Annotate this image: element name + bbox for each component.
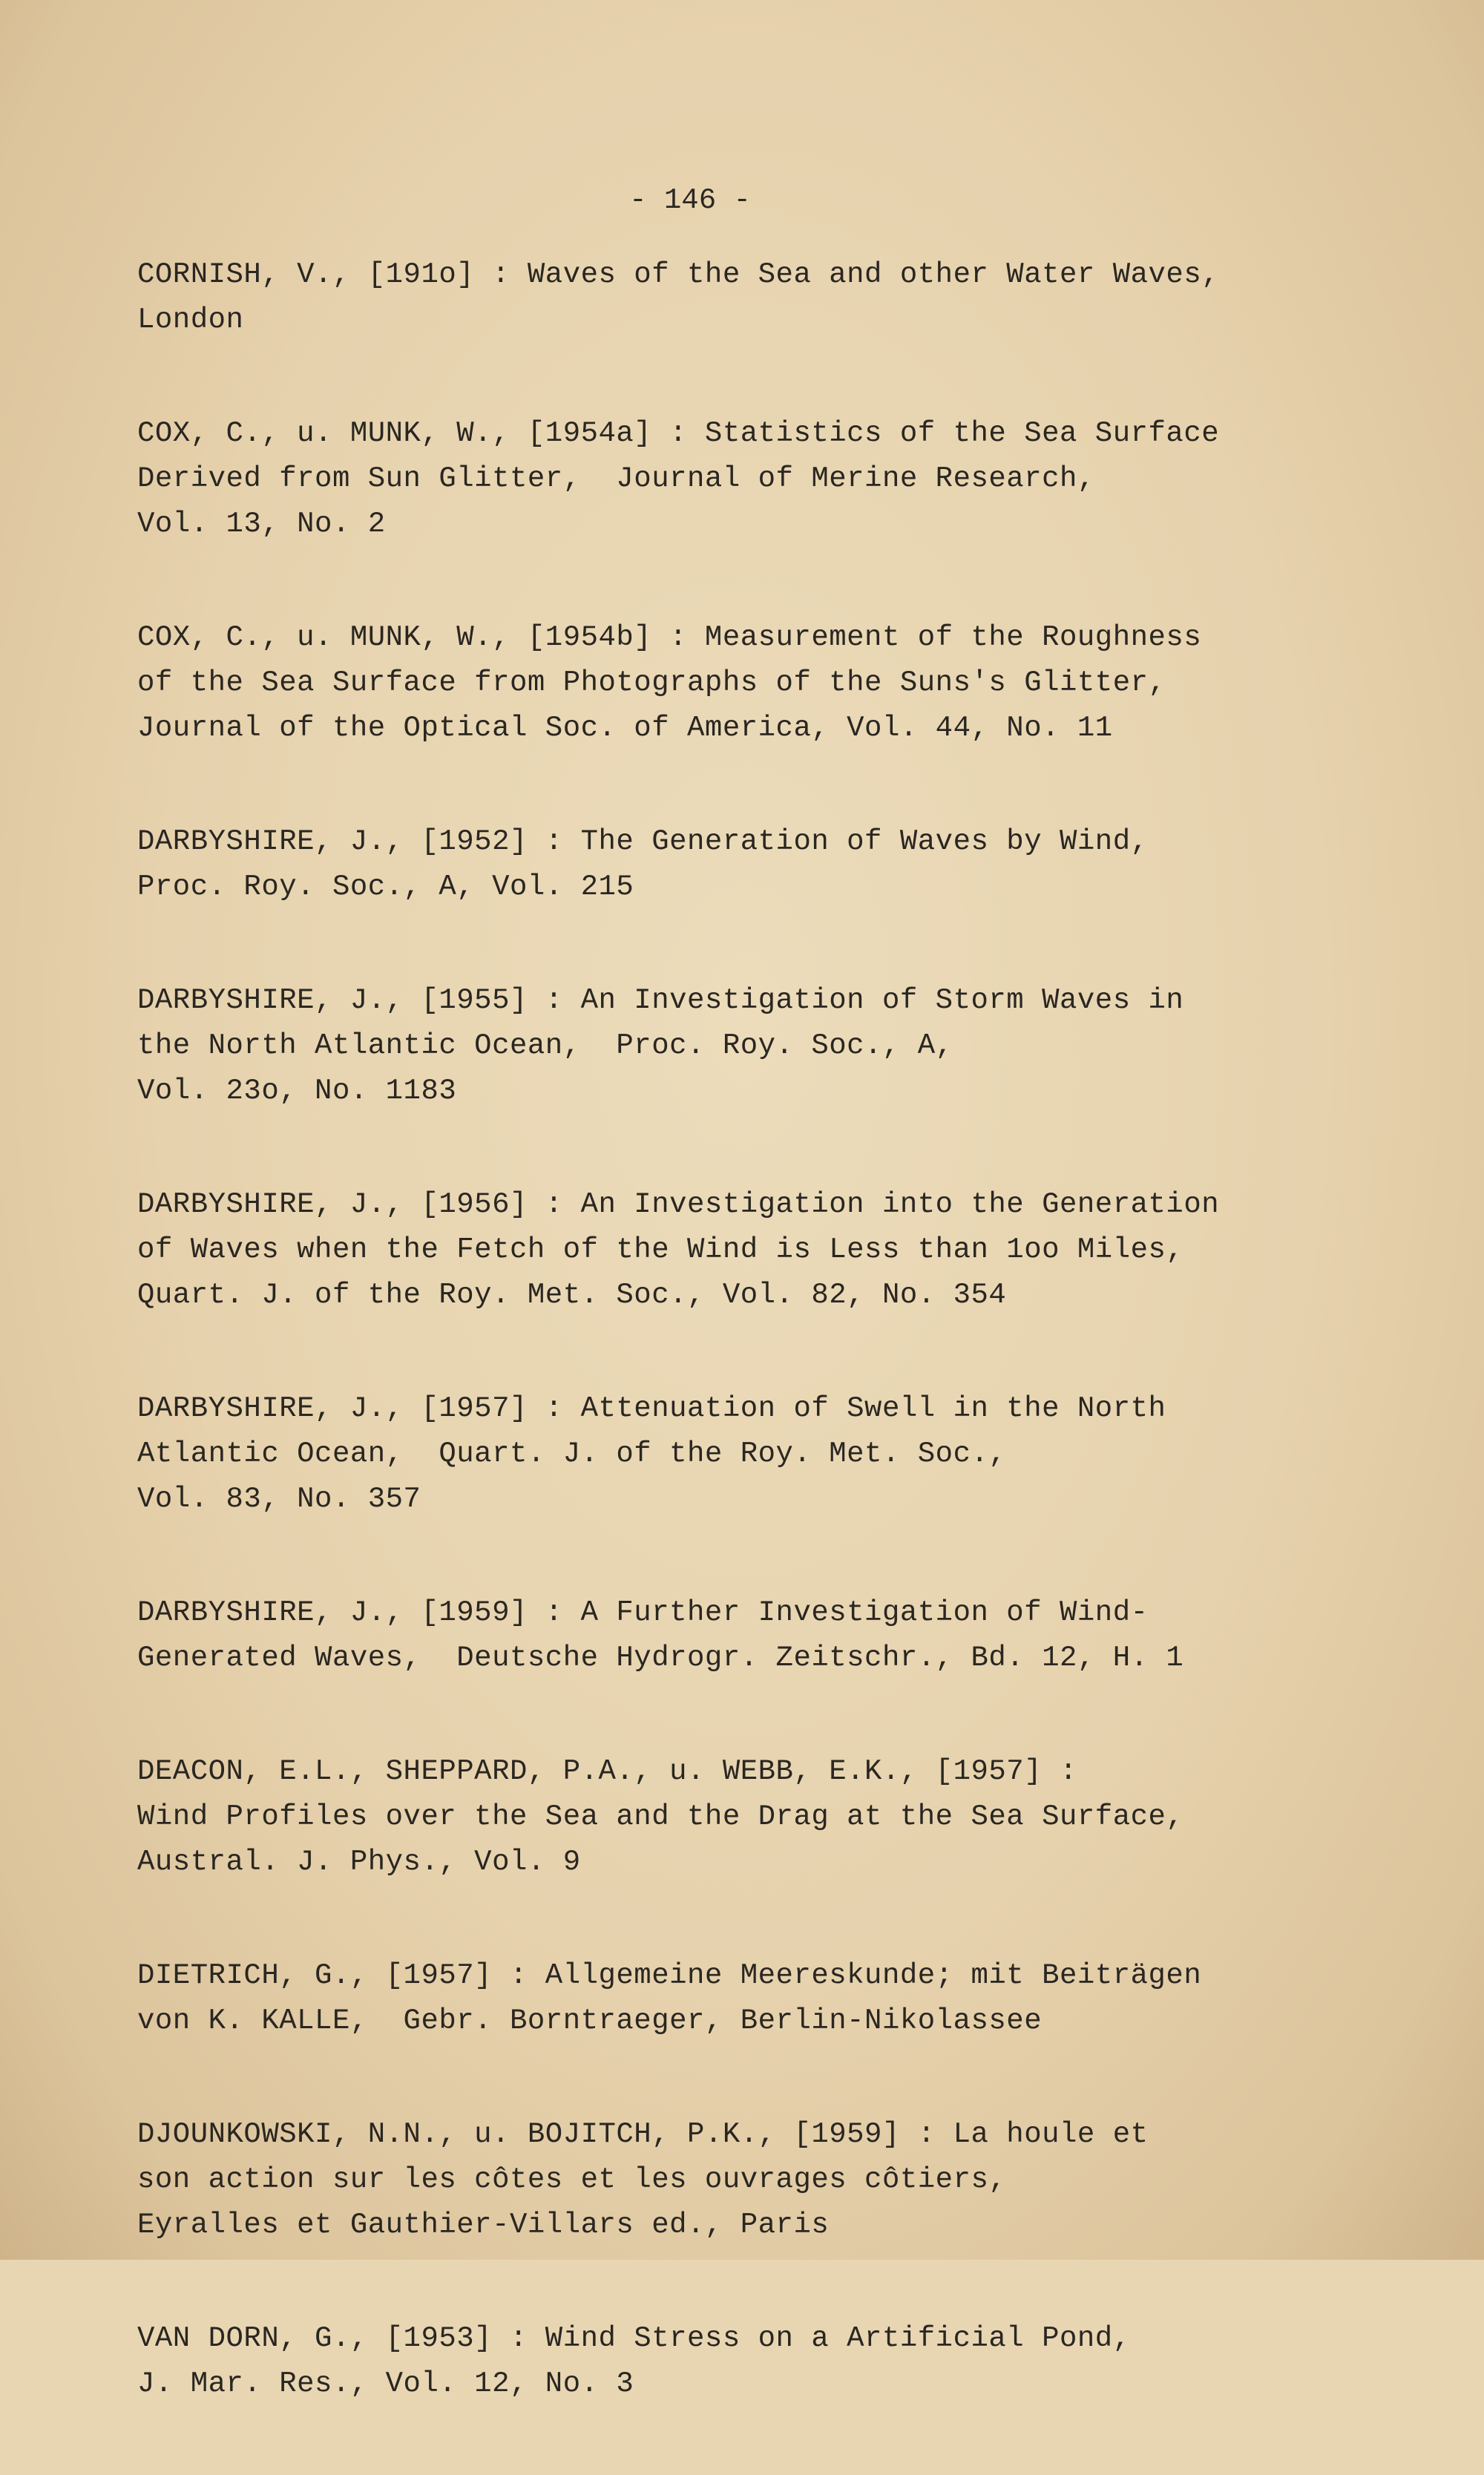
reference-list bbox=[137, 252, 1280, 2475]
reference-line: Vol. 23o, No. 1183 bbox=[137, 1075, 457, 1107]
reference-line: Quart. J. of the Roy. Met. Soc., Vol. 82, No. 354 bbox=[137, 1279, 1007, 1311]
reference-line: DEACON, E.L., SHEPPARD, P.A., u. WEBB, E.K., [1957] : bbox=[137, 1755, 1077, 1788]
reference-line: J. Mar. Res., Vol. 12, No. 3 bbox=[137, 2367, 634, 2400]
page-number: - 146 - bbox=[629, 184, 751, 217]
reference-line: von K. KALLE, Gebr. Borntraeger, Berlin-Nikolassee bbox=[137, 2004, 1043, 2037]
reference-line: of Waves when the Fetch of the Wind is Less than 1oo Miles, bbox=[137, 1233, 1184, 1266]
reference-line: Derived from Sun Glitter, Journal of Merine Research, bbox=[137, 462, 1095, 495]
reference-line: Eyralles et Gauthier-Villars ed., Paris bbox=[137, 2209, 830, 2241]
reference-line: of the Sea Surface from Photographs of the Suns's Glitter, bbox=[137, 666, 1166, 699]
reference-line: DJOUNKOWSKI, N.N., u. BOJITCH, P.K., [1959] : La houle et bbox=[137, 2118, 1149, 2151]
reference-entry bbox=[137, 1749, 1280, 1885]
reference-line: DARBYSHIRE, J., [1959] : A Further Investigation of Wind- bbox=[137, 1596, 1149, 1629]
reference-entry bbox=[137, 411, 1280, 547]
reference-entry bbox=[137, 819, 1280, 910]
reference-line: Vol. 83, No. 357 bbox=[137, 1483, 421, 1515]
reference-line: VAN DORN, G., [1953] : Wind Stress on a Artificial Pond, bbox=[137, 2322, 1131, 2355]
reference-line: DARBYSHIRE, J., [1952] : The Generation of Waves by Wind, bbox=[137, 825, 1149, 858]
reference-line: Generated Waves, Deutsche Hydrogr. Zeitschr., Bd. 12, H. 1 bbox=[137, 1642, 1184, 1674]
reference-line: Proc. Roy. Soc., A, Vol. 215 bbox=[137, 871, 634, 903]
reference-line: CORNISH, V., [191o] : Waves of the Sea and other Water Waves, bbox=[137, 258, 1220, 291]
reference-line: Journal of the Optical Soc. of America, Vol. 44, No. 11 bbox=[137, 712, 1113, 744]
reference-entry bbox=[137, 2112, 1280, 2248]
reference-line: Austral. J. Phys., Vol. 9 bbox=[137, 1846, 581, 1878]
reference-entry bbox=[137, 2316, 1280, 2407]
reference-line: the North Atlantic Ocean, Proc. Roy. Soc., A, bbox=[137, 1029, 953, 1062]
reference-entry bbox=[137, 1386, 1280, 1522]
reference-line: DIETRICH, G., [1957] : Allgemeine Meereskunde; mit Beiträgen bbox=[137, 1959, 1202, 1992]
reference-line: Vol. 13, No. 2 bbox=[137, 508, 386, 540]
reference-line: Atlantic Ocean, Quart. J. of the Roy. Met. Soc., bbox=[137, 1438, 1007, 1470]
reference-entry bbox=[137, 615, 1280, 751]
reference-line: son action sur les côtes et les ouvrages côtiers, bbox=[137, 2163, 1007, 2196]
reference-entry bbox=[137, 1182, 1280, 1318]
reference-line: London bbox=[137, 304, 244, 336]
reference-line: COX, C., u. MUNK, W., [1954b] : Measurement of the Roughness bbox=[137, 621, 1202, 654]
reference-entry bbox=[137, 1953, 1280, 2044]
reference-line: Wind Profiles over the Sea and the Drag at the Sea Surface, bbox=[137, 1800, 1184, 1833]
reference-entry bbox=[137, 978, 1280, 1114]
reference-entry bbox=[137, 252, 1280, 343]
reference-line: COX, C., u. MUNK, W., [1954a] : Statistics of the Sea Surface bbox=[137, 417, 1220, 450]
reference-line: DARBYSHIRE, J., [1956] : An Investigation into the Generation bbox=[137, 1188, 1220, 1221]
reference-entry bbox=[137, 1590, 1280, 1681]
reference-line: DARBYSHIRE, J., [1957] : Attenuation of Swell in the North bbox=[137, 1392, 1166, 1425]
reference-line: DARBYSHIRE, J., [1955] : An Investigation of Storm Waves in bbox=[137, 984, 1184, 1017]
